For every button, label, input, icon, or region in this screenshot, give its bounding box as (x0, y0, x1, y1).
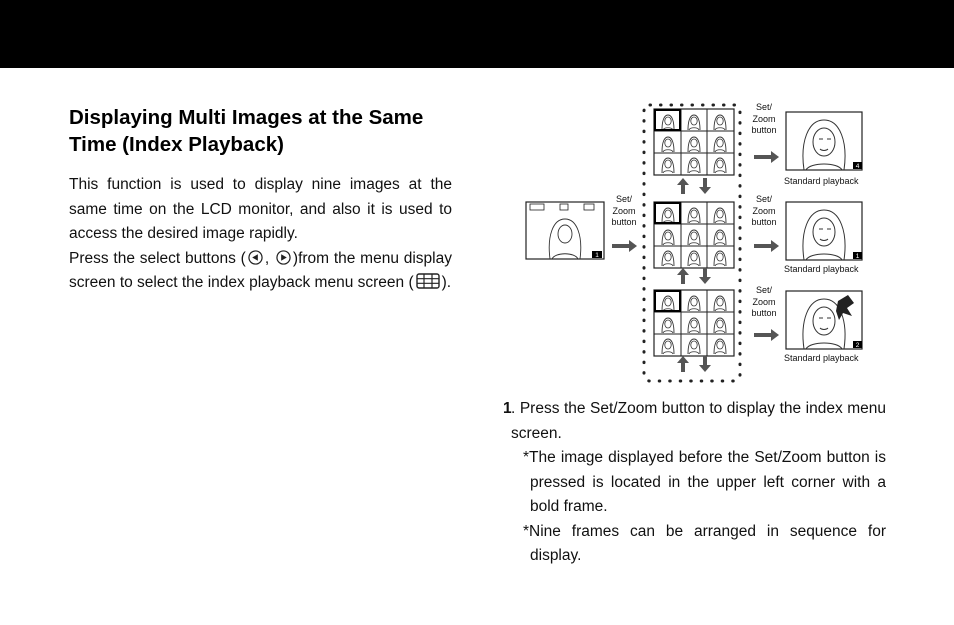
step-number: 1 (503, 400, 512, 417)
start-frame-number: 1 (595, 252, 599, 259)
index-grid-bottom (654, 290, 734, 356)
step-item (503, 397, 886, 446)
arrow-up-icon (677, 178, 689, 194)
index-grid-middle (654, 202, 734, 268)
set-zoom-label-middle: Set/ Zoom button (751, 194, 777, 227)
header-bar (0, 0, 954, 68)
standard-playback-caption: Standard playback (784, 264, 859, 274)
right-arrow-circle-icon (276, 250, 291, 265)
frame-number: 2 (855, 342, 860, 349)
arrow-down-icon (699, 356, 711, 372)
set-zoom-label-top: Set/ Zoom button (751, 102, 777, 135)
index-grid-icon (416, 273, 440, 289)
intro-text-part-d: ). (441, 274, 452, 291)
index-playback-diagram (520, 96, 880, 388)
arrow-down-icon (699, 268, 711, 284)
arrow-up-icon (677, 356, 689, 372)
set-zoom-label-left: Set/ Zoom button (611, 194, 637, 227)
step-text: . Press the Set/Zoom button to display the index menu screen. (511, 400, 886, 442)
frame-number: 1 (855, 253, 860, 260)
step-note: *The image displayed before the Set/Zoom button is pressed is located in the upper left corner with a bold frame. (523, 449, 886, 515)
intro-text-part-a: Press the select buttons ( (69, 249, 246, 267)
arrow-right-icon (754, 151, 779, 163)
set-zoom-label-bottom: Set/ Zoom button (751, 285, 777, 318)
standard-playback-caption: Standard playback (784, 353, 859, 363)
step-note: *Nine frames can be arranged in sequence for display. (523, 522, 886, 564)
intro-text (69, 173, 452, 296)
start-screen (526, 202, 604, 259)
left-arrow-circle-icon (248, 250, 263, 265)
arrow-right-icon (754, 240, 779, 252)
frame-number: 4 (855, 163, 860, 170)
page-title: Displaying Multi Images at the Same Time (Index Playback) (69, 106, 424, 156)
steps-list (503, 397, 886, 569)
index-grid-top (654, 109, 734, 175)
arrow-up-icon (677, 268, 689, 284)
diagram-graphics (520, 96, 880, 388)
playback-screen-top (786, 112, 862, 170)
playback-screen-middle (786, 202, 862, 260)
intro-paragraph-2 (69, 247, 452, 296)
arrow-right-icon (612, 240, 637, 252)
intro-text-part-c: )from the menu display screen to select the index playback menu screen ( (69, 249, 452, 291)
arrow-right-icon (754, 329, 779, 341)
arrow-down-icon (699, 178, 711, 194)
intro-paragraph-1: This function is used to display nine images at the same time on the LCD monitor, and also it is used to access the desired image rapidly. (69, 176, 452, 242)
standard-playback-caption: Standard playback (784, 176, 859, 186)
intro-text-part-b: , (264, 249, 274, 267)
